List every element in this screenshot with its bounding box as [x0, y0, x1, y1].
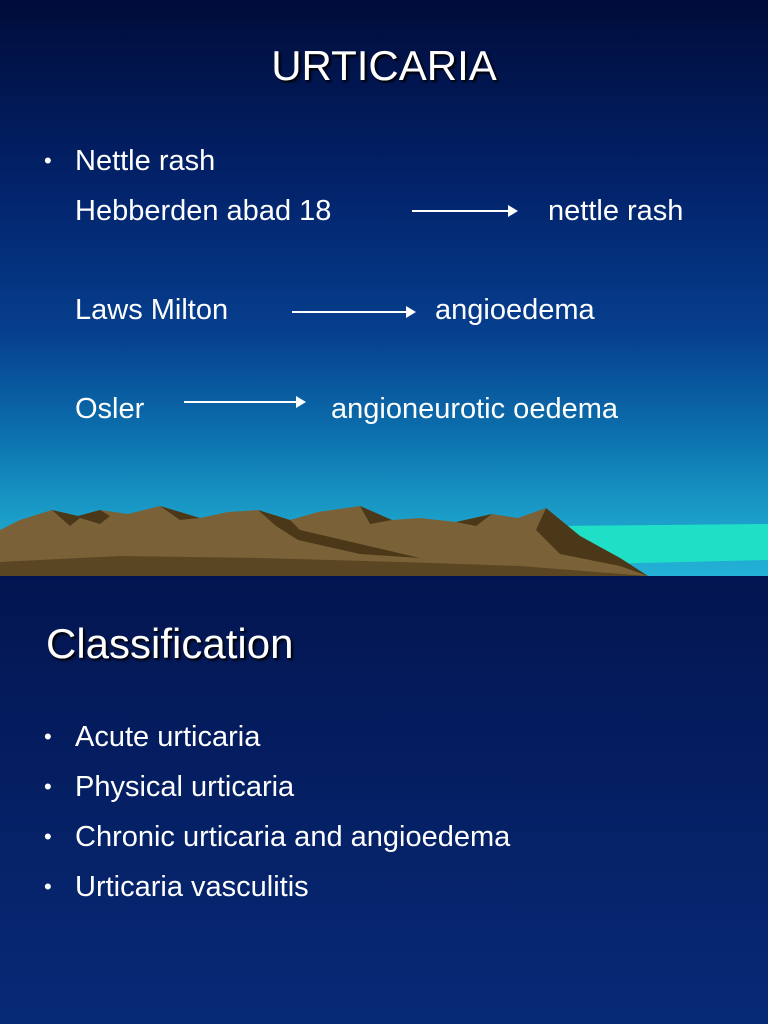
- slide-title: URTICARIA: [271, 42, 497, 89]
- bullet-marker: •: [44, 824, 52, 849]
- right-arrow-icon: [184, 401, 304, 403]
- classification-item: Physical urticaria: [75, 771, 295, 803]
- history-name: Osler: [75, 393, 145, 425]
- bullet-marker: •: [44, 724, 52, 749]
- right-arrow-icon: [412, 210, 516, 212]
- classification-title: Classification: [46, 620, 294, 667]
- history-term: nettle rash: [548, 195, 684, 227]
- right-arrow-icon: [292, 311, 414, 313]
- bullet-marker: •: [44, 774, 52, 799]
- classification-item: Acute urticaria: [75, 721, 261, 753]
- classification-item: Chronic urticaria and angioedema: [75, 821, 511, 853]
- history-name: Laws Milton: [75, 294, 229, 326]
- history-term: angioedema: [435, 294, 595, 326]
- history-name: Hebberden abad 18: [75, 195, 332, 227]
- bullet-item-nettle-rash: Nettle rash: [75, 145, 216, 177]
- classification-item: Urticaria vasculitis: [75, 871, 309, 903]
- history-term: angioneurotic oedema: [331, 393, 618, 425]
- mountain-landscape: [0, 496, 768, 576]
- bullet-marker: •: [44, 148, 52, 173]
- bullet-marker: •: [44, 874, 52, 899]
